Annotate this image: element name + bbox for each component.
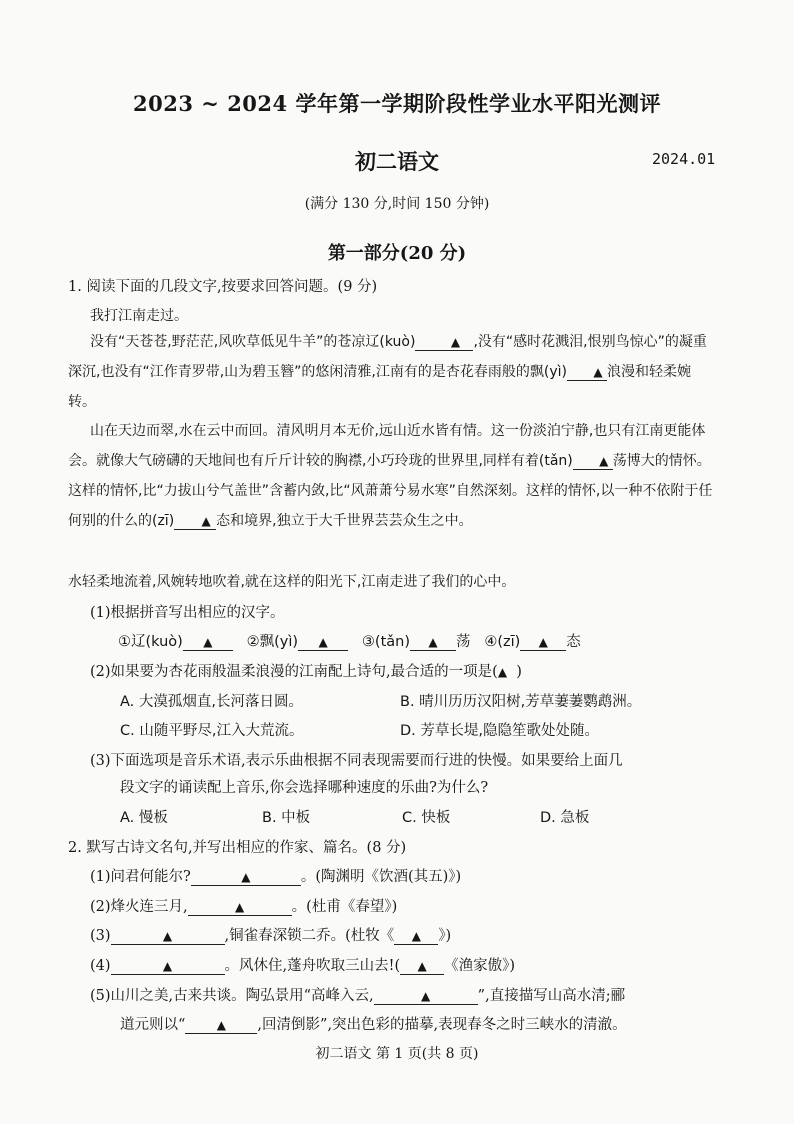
q2-item-2: (2)烽火连三月, ▲ 。(杜甫《春望》) [90,899,398,915]
q2-item-1: (1)问君何能尔? ▲ 。(陶渊明《饮酒(其五)》) [90,869,462,885]
blank-q2-3: ▲ [111,928,225,945]
q2-item-5-line1: (5)山川之美,古来共谈。陶弘景用“高峰入云, ▲ ”,直接描写山高水清;郦 [90,988,626,1004]
passage-paragraph-3: 山在天边而翠,水在云中而回。清风明月本无价,远山近水皆有情。这一份淡泊宁静,也只有江南更能体会。就像大气磅礴的天地间也有斤斤计较的胸襟,小巧玲珑的世界里,同样有着(tǎn) ▲ 荡博大的情怀。这样的情怀,比“力拔山兮气盖世”含蓄内敛,比“风萧萧兮易水寒”自然深刻。这样的情怀,以一种不依附于任何别的什么的(zī) ▲ 态和境界,独立于大千世界芸芸众生之中。 [68,423,713,529]
q1-sub1-items: ①辽(kuò) ▲ ②飘(yì) ▲ ③(tǎn) ▲ 荡 ④(zī) ▲ 态 [118,634,581,650]
blank-1: ▲ [415,334,473,351]
q1-sub1: (1)根据拼音写出相应的汉字。 [90,605,285,621]
q2-item-4: (4) ▲ 。风休住,蓬舟吹取三山去!( ▲ 《渔家傲》) [90,958,516,974]
blank-q2-5: ▲ [374,988,478,1005]
q1-sub3-line1: (3)下面选项是音乐术语,表示乐曲根据不同表现需要而行进的快慢。如果要给上面几 [90,753,623,769]
exam-date: 2024.01 [652,150,716,168]
page-footer: 初二语文 第 1 页(共 8 页) [315,1046,479,1062]
passage-paragraph-2: 没有“天苍苍,野茫茫,风吹草低见牛羊”的苍凉辽(kuò) ▲ ,没有“感时花溅泪,恨别鸟惊心”的凝重深沉,也没有“江作青罗带,山为碧玉簪”的悠闲清雅,江南有的是杏花春雨般的飘(yì) ▲ 浪漫和轻柔婉转。 [68,334,707,410]
q1-sub2: (2)如果要为杏花雨般温柔浪漫的江南配上诗句,最合适的一项是(▲ ) [90,664,522,680]
question-1-prompt: 1. 阅读下面的几段文字,按要求回答问题。(9 分) [68,279,378,295]
blank-q2-2: ▲ [188,899,292,916]
blank-2: ▲ [567,364,607,381]
exam-title: 2023 ~ 2024 学年第一学期阶段性学业水平阳光测评 [133,91,661,116]
blank-q2-4b: ▲ [400,958,444,975]
q1-sub2-option-c[interactable]: C. 山随平野尽,江入大荒流。 [120,723,304,739]
part-heading: 第一部分(20 分) [327,243,467,264]
blank-3: ▲ [573,453,613,470]
q1-sub3-option-c[interactable]: C. 快板 [402,810,451,826]
blank-4: ▲ [174,513,216,530]
question-2-prompt: 2. 默写古诗文名句,并写出相应的作家、篇名。(8 分) [68,840,407,856]
q2-item-3: (3) ▲ ,铜雀春深锁二乔。(杜牧《 ▲ 》) [90,928,452,944]
blank-q2-4: ▲ [111,958,225,975]
q1-sub3-line2: 段文字的诵读配上音乐,你会选择哪种速度的乐曲?为什么? [120,780,489,796]
q2-item-5-line2: 道元则以“ ▲ ,回清倒影”,突出色彩的描摹,表现春冬之时三峡水的清澈。 [120,1017,627,1033]
q1-sub2-option-a[interactable]: A. 大漠孤烟直,长河落日圆。 [120,694,303,710]
passage-line-last: 水轻柔地流着,风婉转地吹着,就在这样的阳光下,江南走进了我们的心中。 [68,574,516,590]
blank-q2-6: ▲ [185,1017,257,1034]
blank-q2-1: ▲ [191,869,301,886]
passage-line-1: 我打江南走过。 [90,308,188,324]
blank-q2-3b: ▲ [394,928,438,945]
q1-sub2-option-d[interactable]: D. 芳草长堤,隐隐笙歌处处随。 [400,723,599,739]
q1-sub2-option-b[interactable]: B. 晴川历历汉阳树,芳草萋萋鹦鹉洲。 [400,694,642,710]
q1-sub3-option-d[interactable]: D. 急板 [540,810,590,826]
subject-title: 初二语文 [355,149,439,174]
q1-sub3-option-b[interactable]: B. 中板 [262,810,311,826]
score-time-note: (满分 130 分,时间 150 分钟) [304,196,490,212]
q1-sub3-option-a[interactable]: A. 慢板 [120,810,168,826]
